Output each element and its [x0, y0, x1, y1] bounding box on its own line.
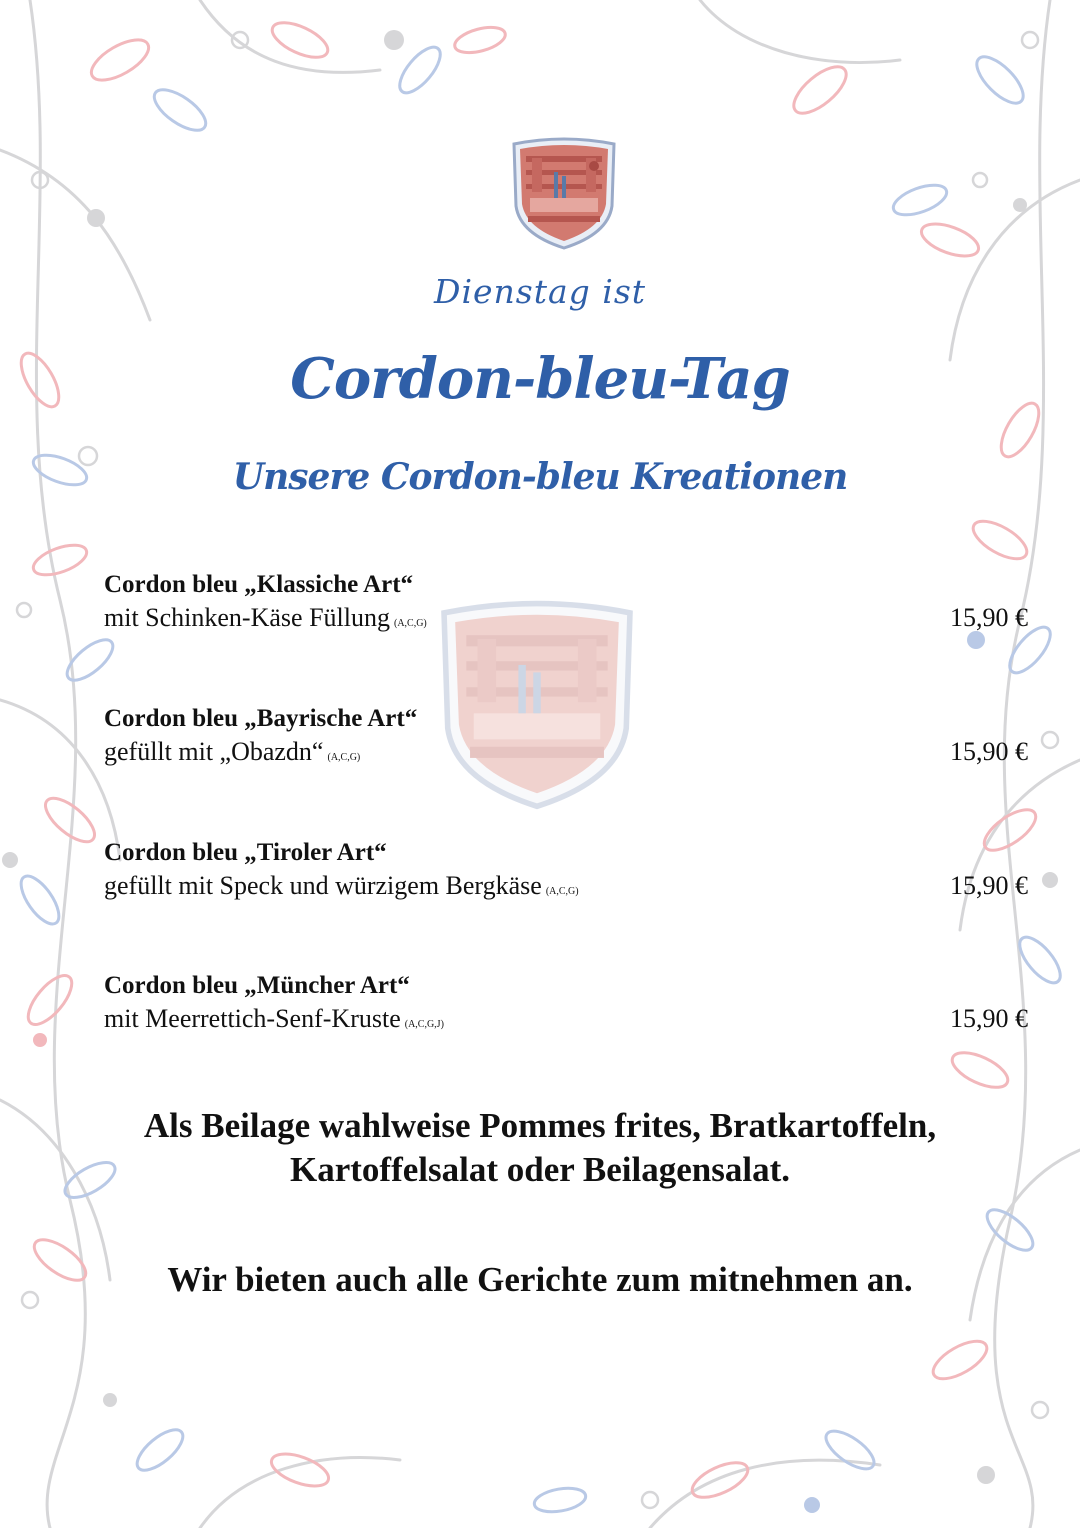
side-dishes-note: [40, 1104, 1040, 1192]
menu-item-description: [104, 603, 427, 639]
menu-item-description: [104, 1004, 444, 1040]
intro-text: Dienstag ist: [433, 272, 647, 311]
menu-item-price: 15,90 €: [950, 737, 1028, 766]
menu-item: [104, 971, 1028, 1041]
menu-item-price: 15,90 €: [950, 871, 1028, 900]
page-subtitle: Unsere Cordon-bleu Kreationen: [232, 456, 848, 498]
crest-logo-icon: [508, 136, 620, 250]
menu-item-name: Cordon bleu „Tiroler Art“: [104, 839, 387, 866]
menu-item: [104, 838, 1028, 908]
menu-item-description: [104, 737, 360, 773]
menu-item-allergens: (A,C,G): [393, 618, 427, 629]
menu-item-allergens: (A,C,G,J): [404, 1019, 444, 1030]
menu-item-description: [104, 871, 579, 907]
menu-item-name: Cordon bleu „Klassiche Art“: [104, 571, 414, 598]
menu-item: [104, 704, 1028, 774]
side-dishes-line-2: Kartoffelsalat oder Beilagensalat.: [290, 1150, 790, 1189]
menu-item-description-text: mit Schinken-Käse Füllung: [104, 603, 390, 632]
side-dishes-line-1: Als Beilage wahlweise Pommes frites, Bratkartoffeln,: [143, 1106, 937, 1145]
menu-item: [104, 570, 1028, 640]
menu-item-description-text: gefüllt mit „Obazdn“: [104, 737, 324, 766]
menu-item-description-text: mit Meerrettich-Senf-Kruste: [104, 1004, 401, 1033]
menu-item-name: Cordon bleu „Müncher Art“: [104, 972, 410, 999]
menu-item-price: 15,90 €: [950, 1004, 1028, 1033]
page-title: Cordon-bleu-Tag: [290, 346, 790, 412]
menu-item-name: Cordon bleu „Bayrische Art“: [104, 705, 418, 732]
menu-item-allergens: (A,C,G): [545, 886, 579, 897]
menu-item-description-text: gefüllt mit Speck und würzigem Bergkäse: [104, 871, 542, 900]
menu-item-price: 15,90 €: [950, 603, 1028, 632]
menu-item-allergens: (A,C,G): [327, 752, 361, 763]
takeaway-note: Wir bieten auch alle Gerichte zum mitnehmen an.: [167, 1260, 913, 1299]
